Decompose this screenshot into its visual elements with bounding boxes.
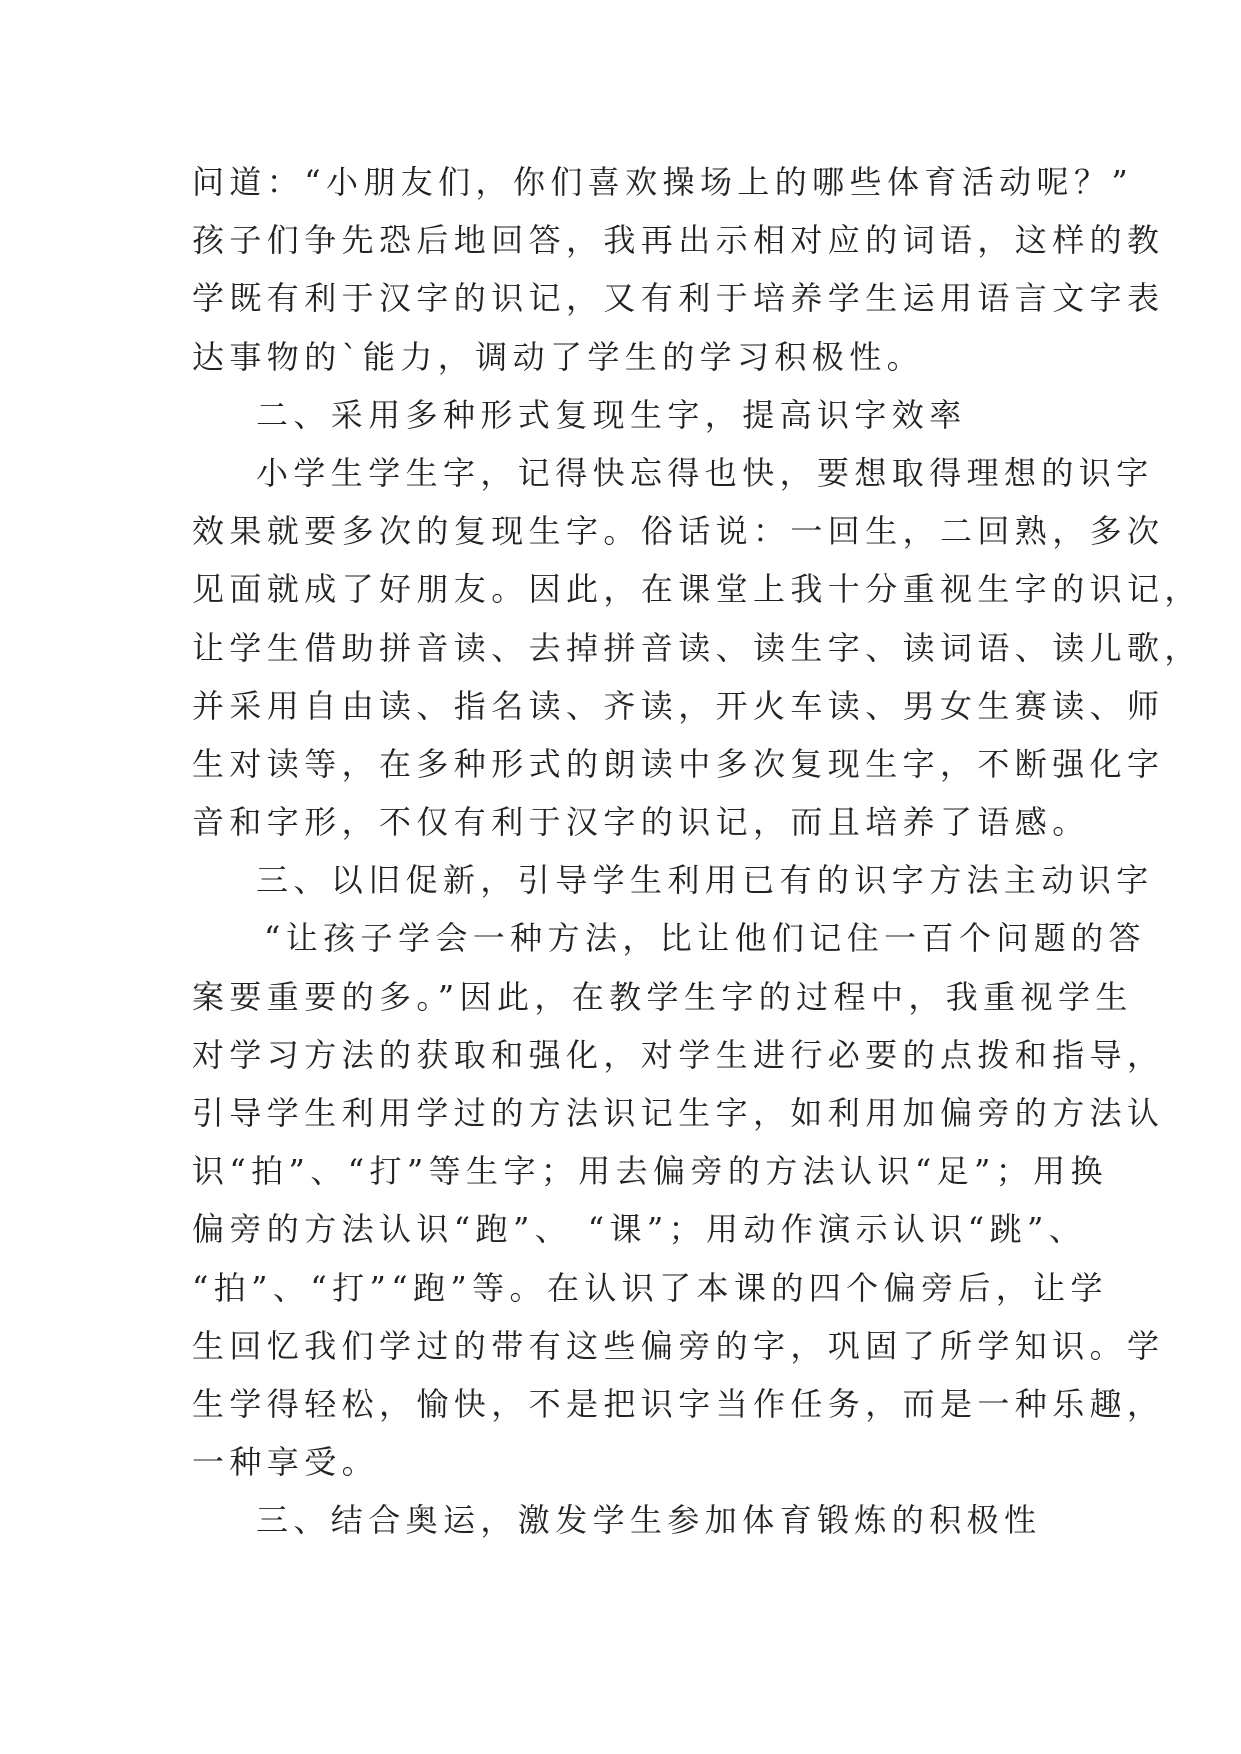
text-line: 生对读等，在多种形式的朗读中多次复现生字，不断强化字 [192, 744, 1165, 783]
section-heading: 三、结合奥运，激发学生参加体育锻炼的积极性 [256, 1501, 1042, 1540]
text-line: 问道：“小朋友们，你们喜欢操场上的哪些体育活动呢？” [192, 163, 1134, 201]
section-heading: 三、以旧促新，引导学生利用已有的识字方法主动识字 [256, 861, 1154, 900]
text-line: 案要重要的多。”因此，在教学生字的过程中，我重视学生 [192, 977, 1133, 1016]
text-line: 生回忆我们学过的带有这些偏旁的字，巩固了所学知识。学 [192, 1326, 1165, 1365]
section-heading: 二、采用多种形式复现生字，提高识字效率 [256, 395, 967, 434]
text-line: 对学习方法的获取和强化，对学生进行必要的点拨和指导， [192, 1035, 1165, 1074]
text-line: 孩子们争先恐后地回答，我再出示相对应的词语，这样的教 [192, 221, 1165, 260]
text-line: 见面就成了好朋友。因此，在课堂上我十分重视生字的识记， [192, 570, 1202, 609]
text-line: 小学生学生字，记得快忘得也快，要想取得理想的识字 [256, 453, 1154, 492]
text-line: 音和字形，不仅有利于汉字的识记，而且培养了语感。 [192, 803, 1090, 842]
text-line: 生学得轻松，愉快，不是把识字当作任务，而是一种乐趣， [192, 1384, 1165, 1423]
text-line: 偏旁的方法认识“跑”、 “课”；用动作演示认识“跳”、 [192, 1210, 1087, 1249]
document-body [192, 153, 1202, 1550]
text-line: 引导学生利用学过的方法识记生字，如利用加偏旁的方法认 [192, 1094, 1165, 1132]
text-line: 识“拍”、“打”等生字；用去偏旁的方法认识“足”；用换 [192, 1152, 1108, 1191]
text-line: 学既有利于汉字的识记，又有利于培养学生运用语言文字表 [192, 279, 1165, 318]
text-line: 让学生借助拼音读、去掉拼音读、读生字、读词语、读儿歌， [192, 628, 1202, 667]
text-line: 一种享受。 [192, 1443, 380, 1482]
text-line: 效果就要多次的复现生字。俗话说：一回生，二回熟，多次 [192, 512, 1165, 551]
text-line: “拍”、“打”“跑”等。在认识了本课的四个偏旁后，让学 [192, 1268, 1108, 1307]
text-line: “让孩子学会一种方法，比让他们记住一百个问题的答 [264, 919, 1146, 958]
text-line: 并采用自由读、指名读、齐读，开火车读、男女生赛读、师 [192, 686, 1165, 725]
text-line: 达事物的`能力，调动了学生的学习积极性。 [192, 337, 925, 376]
